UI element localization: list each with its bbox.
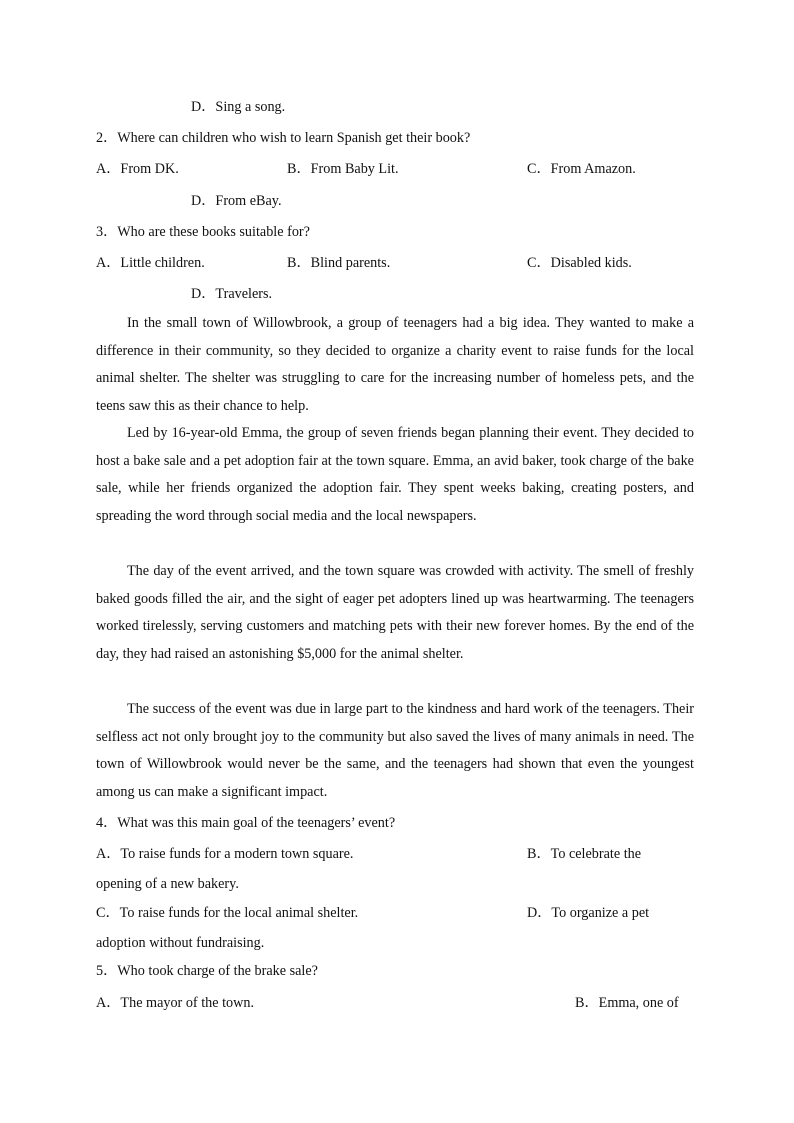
q4-option-c: C．To raise funds for the local animal shelter. [96, 905, 359, 921]
passage-paragraph-3: The day of the event arrived, and the town square was crowded with activity. The smell of freshly baked goods filled the air, and the sight of eager pet adopters lined up was heartwarming. The teenagers worked tirelessly, serving customers and matching pets with their new forever homes. By the end of the day, they had raised an astonishing $5,000 for the animal shelter. [96, 563, 694, 662]
q5-option-b: B．Emma, one of [575, 995, 679, 1011]
passage-paragraph-2: Led by 16-year-old Emma, the group of seven friends began planning their event. They decided to host a bake sale and a pet adoption fair at the town square. Emma, an avid baker, took charge of the bake sale, while her friends organized the adoption fair. They spent weeks baking, creating posters, and spreading the word through social media and the local newspapers. [96, 425, 694, 524]
q3-stem: 3．Who are these books suitable for? [96, 224, 310, 240]
q1-option-d: D．Sing a song. [191, 99, 286, 115]
q4-option-b: B．To celebrate the [527, 846, 642, 862]
q2-option-a: A．From DK. [96, 161, 179, 177]
q4-option-a: A．To raise funds for a modern town square. [96, 846, 354, 862]
q4-stem: 4．What was this main goal of the teenagers’ event? [96, 815, 396, 831]
q5-stem: 5．Who took charge of the brake sale? [96, 963, 318, 979]
q3-option-d: D．Travelers. [191, 286, 273, 302]
q2-option-b: B．From Baby Lit. [287, 161, 399, 177]
passage-paragraph-4: The success of the event was due in large part to the kindness and hard work of the teenagers. Their selfless act not only brought joy to the community but also saved the lives of many animals in need. The town of Willowbrook would never be the same, and the teenagers had shown that even the youngest among us can make a significant impact. [96, 701, 694, 800]
passage-paragraph-1: In the small town of Willowbrook, a group of teenagers had a big idea. They wanted to make a difference in their community, so they decided to organize a charity event to raise funds for the local animal shelter. The shelter was struggling to care for the increasing number of homeless pets, and the teens saw this as their chance to help. [96, 315, 694, 414]
q4-option-b-continued: opening of a new bakery. [96, 876, 239, 892]
q3-option-a: A．Little children. [96, 255, 205, 271]
q4-option-d-continued: adoption without fundraising. [96, 935, 265, 951]
q2-option-c: C．From Amazon. [527, 161, 636, 177]
q5-option-a: A．The mayor of the town. [96, 995, 254, 1011]
q3-option-b: B．Blind parents. [287, 255, 391, 271]
q3-option-c: C．Disabled kids. [527, 255, 632, 271]
q2-option-d: D．From eBay. [191, 193, 282, 209]
q2-stem: 2．Where can children who wish to learn Spanish get their book? [96, 130, 471, 146]
q4-option-d: D．To organize a pet [527, 905, 650, 921]
